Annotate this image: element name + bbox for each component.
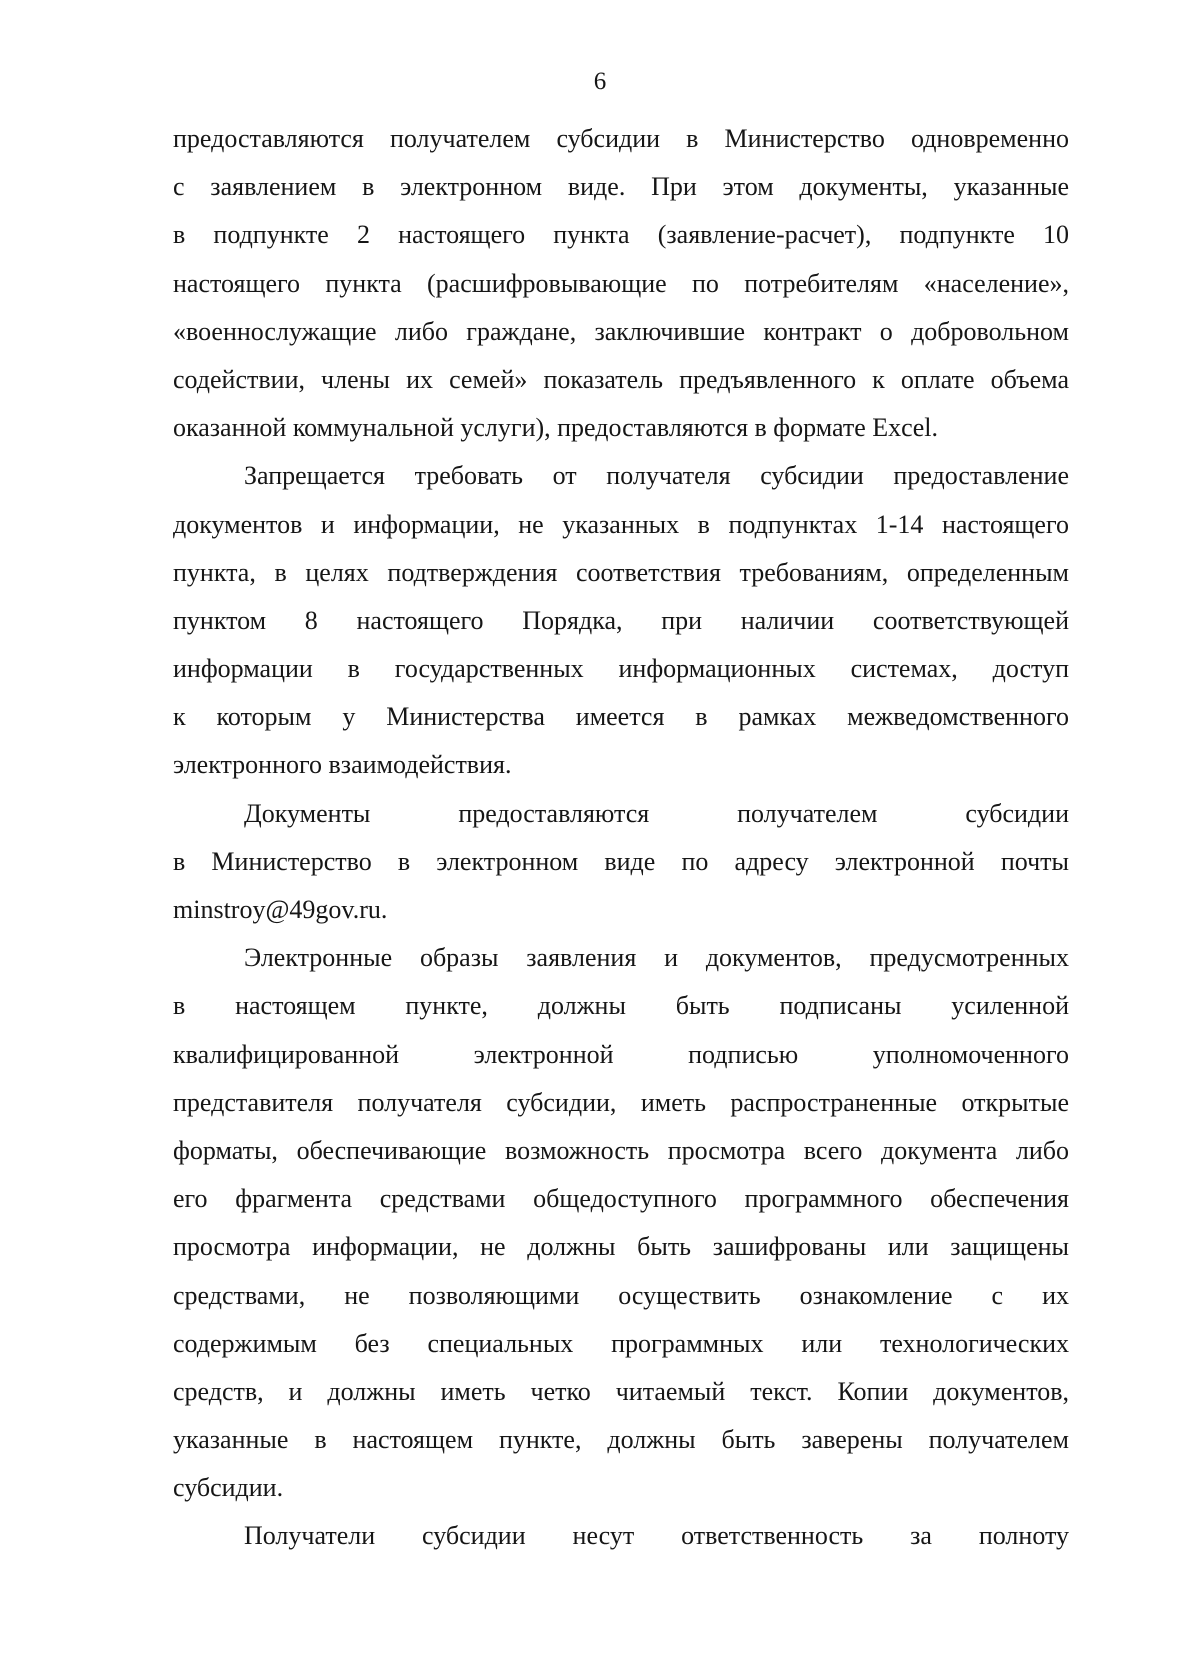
text-line: предоставляются получателем субсидии в Министерство одновременно [173,124,1069,153]
text-line: Документы предоставляются получателем субсидии [244,798,1069,828]
paragraph-2 [173,452,1069,789]
text-line: в подпункте 2 настоящего пункта (заявление-расчет), подпункте 10 [173,220,1069,250]
text-line: просмотра информации, не должны быть зашифрованы или защищены [173,1232,1069,1262]
text-line: электронного взаимодействия. [173,750,512,780]
paragraph-3 [173,790,1069,935]
text-line: средств, и должны иметь четко читаемый текст. Копии документов, [173,1376,1069,1406]
text-line: Запрещается требовать от получателя субсидии предоставление [244,461,1069,491]
text-line: документов и информации, не указанных в подпунктах 1-14 настоящего [173,509,1069,539]
email-address: minstroy@49gov.ru. [173,895,388,924]
page-number: 6 [593,68,607,95]
paragraph-1 [173,115,1069,452]
paragraph-5 [173,1512,1069,1560]
paragraph-4 [173,934,1069,1512]
text-line: содействии, члены их семей» показатель предъявленного к оплате объема [173,364,1069,394]
document-body [173,115,1069,1561]
text-line: содержимым без специальных программных или технологических [173,1328,1069,1358]
text-line: оказанной коммунальной услуги), предоставляются в формате Excel. [173,413,938,443]
text-line: настоящего пункта (расшифровывающие по потребителям «население», [173,268,1069,298]
text-line: Получатели субсидии несут ответственность за полноту [244,1521,1069,1551]
text-line: в Министерство в электронном виде по адресу электронной почты [173,846,1069,876]
text-line: пунктом 8 настоящего Порядка, при наличии соответствующей [173,605,1069,635]
text-line: в настоящем пункте, должны быть подписаны усиленной [173,991,1069,1021]
text-line: Электронные образы заявления и документов, предусмотренных [244,943,1069,973]
text-line: «военнослужащие либо граждане, заключившие контракт о добровольном [173,316,1069,346]
text-line: форматы, обеспечивающие возможность просмотра всего документа либо [173,1135,1069,1165]
text-line: пункта, в целях подтверждения соответствия требованиям, определенным [173,557,1069,587]
text-line: к которым у Министерства имеется в рамках межведомственного [173,702,1069,732]
text-line: информации в государственных информационных системах, доступ [173,654,1069,684]
text-line: средствами, не позволяющими осуществить ознакомление с их [173,1280,1069,1310]
text-line: указанные в настоящем пункте, должны быть заверены получателем [173,1425,1069,1455]
text-line: с заявлением в электронном виде. При этом документы, указанные [173,172,1069,202]
text-line: представителя получателя субсидии, иметь распространенные открытые [173,1087,1069,1117]
text-line: субсидии. [173,1473,284,1503]
text-line: квалифицированной электронной подписью уполномоченного [173,1039,1069,1069]
text-line: его фрагмента средствами общедоступного программного обеспечения [173,1184,1069,1214]
